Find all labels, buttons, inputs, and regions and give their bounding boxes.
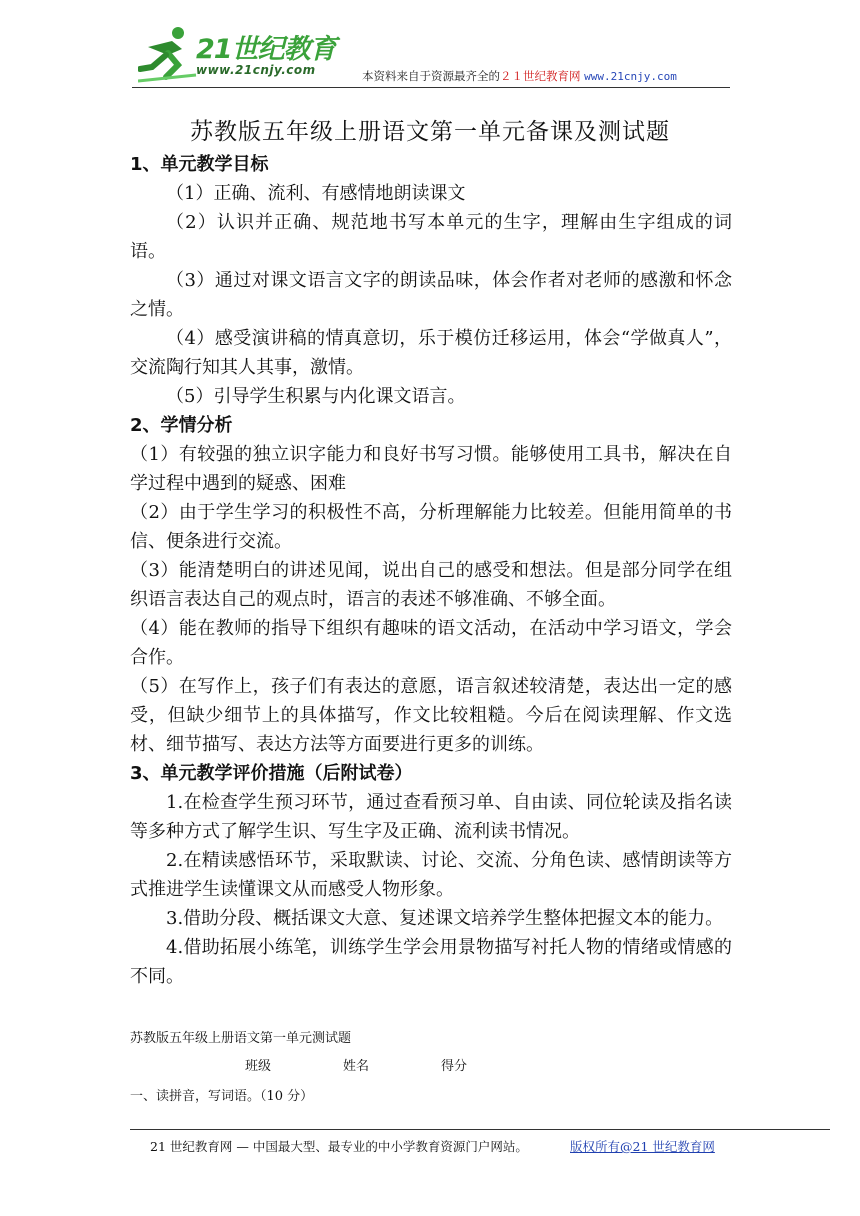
paragraph: （1）有较强的独立识字能力和良好书写习惯。能够使用工具书，解决在自学过程中遇到的疑惑、困难 (130, 444, 732, 494)
paragraph: （1）正确、流利、有感情地朗读课文 (166, 183, 466, 204)
document-body (130, 150, 732, 991)
logo-text: 21世纪教育 (196, 34, 336, 65)
section-heading: 1、单元教学目标 (130, 154, 269, 175)
footer-text: 21 世纪教育网 — 中国最大型、最专业的中小学教育资源门户网站。 (150, 1139, 528, 1154)
paragraph: （4）感受演讲稿的情真意切，乐于模仿迁移运用，体会“学做真人”，交流陶行知其人其事，激情。 (130, 328, 732, 378)
header-note (362, 68, 677, 84)
score-label: 得分 (441, 1059, 468, 1074)
header-brand-link[interactable]: ２１世纪教育网 (500, 69, 581, 83)
section-heading: 2、学情分析 (130, 415, 233, 436)
page-header (0, 0, 860, 90)
paragraph: （3）能清楚明白的讲述见闻，说出自己的感受和想法。但是部分同学在组织语言表达自己的观点时，语言的表述不够准确、不够全面。 (130, 560, 732, 610)
name-label: 姓名 (343, 1059, 370, 1074)
header-note-prefix: 本资料来自于资源最齐全的 (362, 69, 500, 83)
document-title: 苏教版五年级上册语文第一单元备课及测试题 (190, 119, 670, 145)
paragraph: （5）在写作上，孩子们有表达的意愿，语言叙述较清楚，表达出一定的感受，但缺少细节上的具体描写，作文比较粗糙。今后在阅读理解、作文选材、细节描写、表达方法等方面要进行更多的训练。 (130, 676, 732, 755)
paragraph: （4）能在教师的指导下组织有趣味的语文活动，在活动中学习语文，学会合作。 (130, 618, 732, 668)
class-label: 班级 (245, 1059, 272, 1074)
footer-divider (130, 1129, 830, 1130)
header-divider (132, 87, 730, 88)
paragraph: （2）认识并正确、规范地书写本单元的生字，理解由生字组成的词语。 (130, 212, 732, 262)
paragraph: （3）通过对课文语言文字的朗读品味，体会作者对老师的感激和怀念之情。 (130, 270, 732, 320)
paragraph: 1.在检查学生预习环节，通过查看预习单、自由读、同位轮读及指名读等多种方式了解学生识、写生字及正确、流利读书情况。 (130, 792, 732, 842)
runner-logo-icon (138, 25, 198, 83)
paragraph: （2）由于学生学习的积极性不高，分析理解能力比较差。但能用简单的书信、便条进行交流。 (130, 502, 732, 552)
paragraph: 4.借助拓展小练笔，训练学生学会用景物描写衬托人物的情绪或情感的不同。 (130, 937, 732, 987)
logo-url: www.21cnjy.com (196, 63, 316, 77)
paragraph: （5）引导学生积累与内化课文语言。 (166, 386, 466, 407)
header-url-link[interactable]: www.21cnjy.com (584, 70, 677, 83)
copyright-link[interactable]: 版权所有@21 世纪教育网 (570, 1139, 715, 1154)
question-heading: 一、读拼音，写词语。（10 分） (130, 1089, 314, 1104)
paragraph: 3.借助分段、概括课文大意、复述课文培养学生整体把握文本的能力。 (166, 908, 724, 929)
test-title: 苏教版五年级上册语文第一单元测试题 (130, 1031, 352, 1046)
site-logo[interactable] (138, 25, 338, 85)
paragraph: 2.在精读感悟环节，采取默读、讨论、交流、分角色读、感情朗读等方式推进学生读懂课文从而感受人物形象。 (130, 850, 732, 900)
section-heading: 3、单元教学评价措施（后附试卷） (130, 763, 413, 784)
